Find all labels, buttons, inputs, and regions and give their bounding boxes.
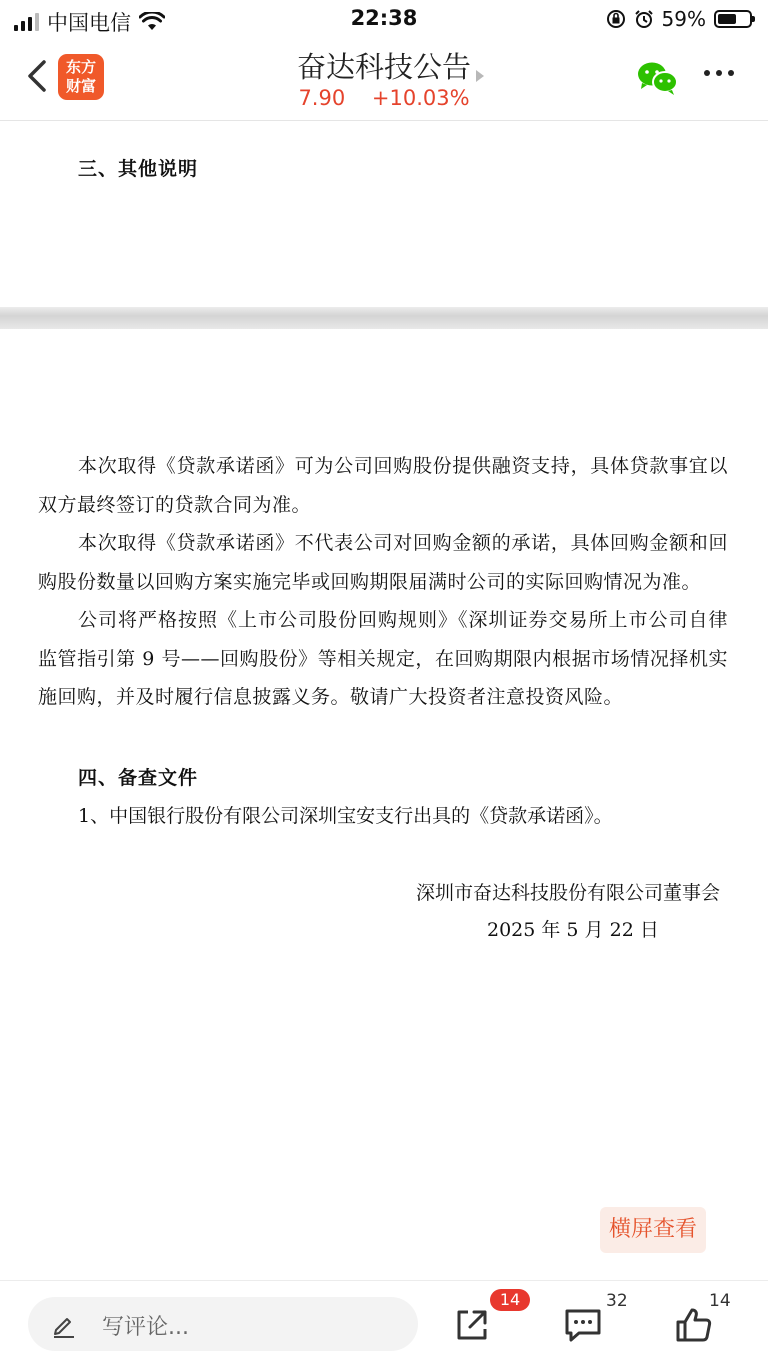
comment-input[interactable] [28, 1297, 418, 1351]
like-icon[interactable] [674, 1305, 714, 1345]
signature: 深圳市奋达科技股份有限公司董事会 [415, 882, 720, 904]
alarm-icon [634, 9, 654, 29]
landscape-view-button[interactable]: 横屏查看 [600, 1207, 706, 1253]
share-icon[interactable] [452, 1305, 492, 1345]
paragraph: 本次取得《贷款承诺函》可为公司回购股份提供融资支持，具体贷款事宜以双方最终签订的贷款合同为准。 [38, 455, 728, 516]
stock-change: +10.03% [371, 86, 470, 110]
carrier-label: 中国电信 [47, 11, 131, 35]
bottom-bar [0, 1280, 768, 1367]
section-heading-reference-docs: 四、备查文件 [78, 767, 199, 789]
reference-item: 1、中国银行股份有限公司深圳宝安支行出具的《贷款承诺函》。 [78, 805, 613, 827]
more-menu-icon[interactable] [704, 70, 734, 76]
like-count: 14 [709, 1291, 731, 1311]
nav-bar [0, 40, 768, 121]
page-title: 奋达科技公告 [296, 50, 471, 84]
quote-arrow-icon[interactable] [476, 70, 484, 82]
share-count-badge: 14 [490, 1289, 530, 1311]
wechat-share-icon[interactable] [636, 60, 680, 96]
comment-count: 32 [606, 1291, 628, 1311]
page-separator [0, 307, 768, 329]
stock-price: 7.90 [298, 86, 346, 110]
orientation-lock-icon [606, 9, 626, 29]
status-bar [0, 0, 768, 40]
comment-icon[interactable] [563, 1305, 603, 1345]
status-time: 22:38 [350, 6, 418, 30]
battery-percent: 59% [661, 7, 706, 31]
status-right [606, 7, 752, 31]
battery-icon [714, 10, 752, 28]
signature-date: 2025 年 5 月 22 日 [487, 919, 659, 941]
logo-text-top: 东方 [65, 58, 96, 76]
logo-text-bottom: 财富 [65, 77, 96, 95]
paragraph: 本次取得《贷款承诺函》不代表公司对回购金额的承诺，具体回购金额和回购股份数量以回购方案实施完毕或回购期限届满时公司的实际回购情况为准。 [38, 532, 728, 593]
pen-icon [50, 1311, 78, 1339]
section-heading-other: 三、其他说明 [78, 158, 199, 180]
comment-placeholder: 写评论... [102, 1315, 189, 1340]
paragraph: 公司将严格按照《上市公司股份回购规则》《深圳证券交易所上市公司自律监管指引第 9 号——回购股份》等相关规定，在回购期限内根据市场情况择机实施回购，并及时履行信息披露义务。敬请广大投资者注意投资风险。 [38, 609, 728, 708]
